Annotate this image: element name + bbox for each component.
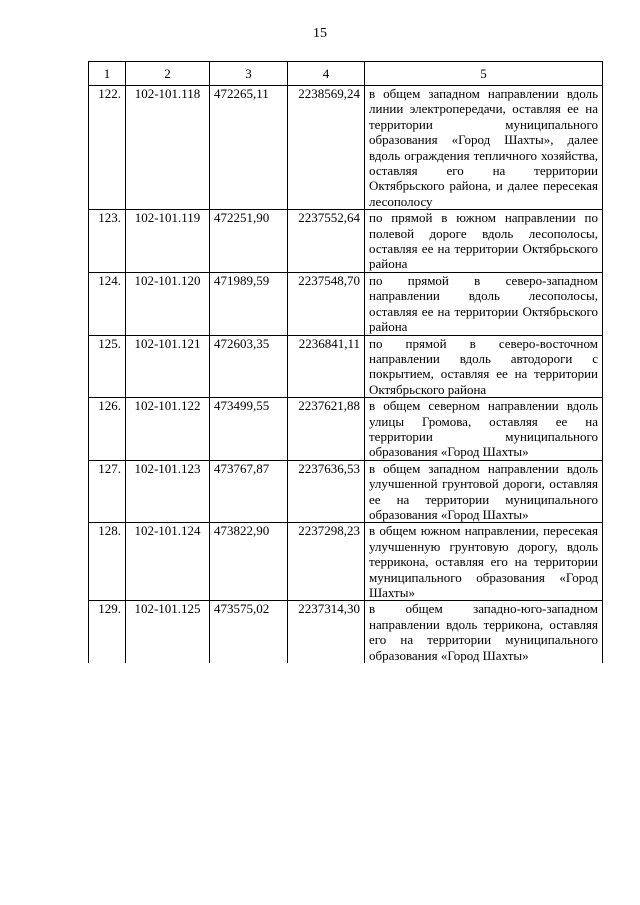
table-row — [89, 460, 603, 523]
row-number: 122. — [89, 86, 126, 210]
coordinate-x: 473767,87 — [210, 460, 288, 523]
row-number: 126. — [89, 398, 126, 461]
coordinate-x: 473822,90 — [210, 523, 288, 601]
coordinate-y: 2237314,30 — [288, 601, 365, 663]
table-row — [89, 398, 603, 461]
boundary-description: в общем южном направлении, пересекая улучшенную грунтовую дорогу, вдоль терриконa, оставляя его на территории муниципального образования «Город Шахты» — [365, 523, 603, 601]
row-number: 128. — [89, 523, 126, 601]
boundary-description: в общем западном направлении вдоль линии электропередачи, оставляя ее на территории муниципального образования «Город Шахты», далее вдоль ограждения тепличного хозяйства, оставляя его на территории Октябрьского района, и далее пересекая лесополосу — [365, 86, 603, 210]
table-body — [89, 86, 603, 664]
header-col-1: 1 — [89, 62, 126, 86]
coordinate-x: 472251,90 — [210, 210, 288, 273]
coordinate-x: 473575,02 — [210, 601, 288, 663]
header-col-3: 3 — [210, 62, 288, 86]
header-col-4: 4 — [288, 62, 365, 86]
point-code: 102-101.125 — [126, 601, 210, 663]
coordinate-y: 2237548,70 — [288, 272, 365, 335]
row-number: 124. — [89, 272, 126, 335]
coordinate-x: 473499,55 — [210, 398, 288, 461]
header-col-2: 2 — [126, 62, 210, 86]
row-number: 129. — [89, 601, 126, 663]
point-code: 102-101.119 — [126, 210, 210, 273]
coordinate-y: 2236841,11 — [288, 335, 365, 398]
boundary-description: по прямой в северо-западном направлении вдоль лесополосы, оставляя ее на территории Октябрьского района — [365, 272, 603, 335]
point-code: 102-101.124 — [126, 523, 210, 601]
page-number: 15 — [313, 26, 327, 41]
point-code: 102-101.118 — [126, 86, 210, 210]
table-header — [89, 62, 603, 86]
point-code: 102-101.121 — [126, 335, 210, 398]
coordinate-x: 471989,59 — [210, 272, 288, 335]
coordinate-y: 2237621,88 — [288, 398, 365, 461]
coordinate-y: 2237552,64 — [288, 210, 365, 273]
point-code: 102-101.123 — [126, 460, 210, 523]
boundary-points-table — [88, 61, 603, 663]
coordinate-x: 472603,35 — [210, 335, 288, 398]
table-row — [89, 86, 603, 210]
table-row — [89, 335, 603, 398]
boundary-description: в общем западно-юго-западном направлении вдоль терриконa, оставляя его на территории муниципального образования «Город Шахты» — [365, 601, 603, 663]
boundary-description: по прямой в северо-восточном направлении вдоль автодороги с покрытием, оставляя ее на территории Октябрьского района — [365, 335, 603, 398]
table-row — [89, 523, 603, 601]
coordinate-y: 2238569,24 — [288, 86, 365, 210]
table-row — [89, 601, 603, 663]
row-number: 127. — [89, 460, 126, 523]
coordinate-y: 2237298,23 — [288, 523, 365, 601]
table-row — [89, 272, 603, 335]
boundary-description: в общем северном направлении вдоль улицы Громова, оставляя ее на территории муниципального образования «Город Шахты» — [365, 398, 603, 461]
boundary-description: в общем западном направлении вдоль улучшенной грунтовой дороги, оставляя ее на территории муниципального образования «Город Шахты» — [365, 460, 603, 523]
coordinate-x: 472265,11 — [210, 86, 288, 210]
header-row — [89, 62, 603, 86]
point-code: 102-101.122 — [126, 398, 210, 461]
row-number: 123. — [89, 210, 126, 273]
point-code: 102-101.120 — [126, 272, 210, 335]
table-row — [89, 210, 603, 273]
boundary-description: по прямой в южном направлении по полевой дороге вдоль лесополосы, оставляя ее на территории Октябрьского района — [365, 210, 603, 273]
header-col-5: 5 — [365, 62, 603, 86]
row-number: 125. — [89, 335, 126, 398]
coordinate-y: 2237636,53 — [288, 460, 365, 523]
